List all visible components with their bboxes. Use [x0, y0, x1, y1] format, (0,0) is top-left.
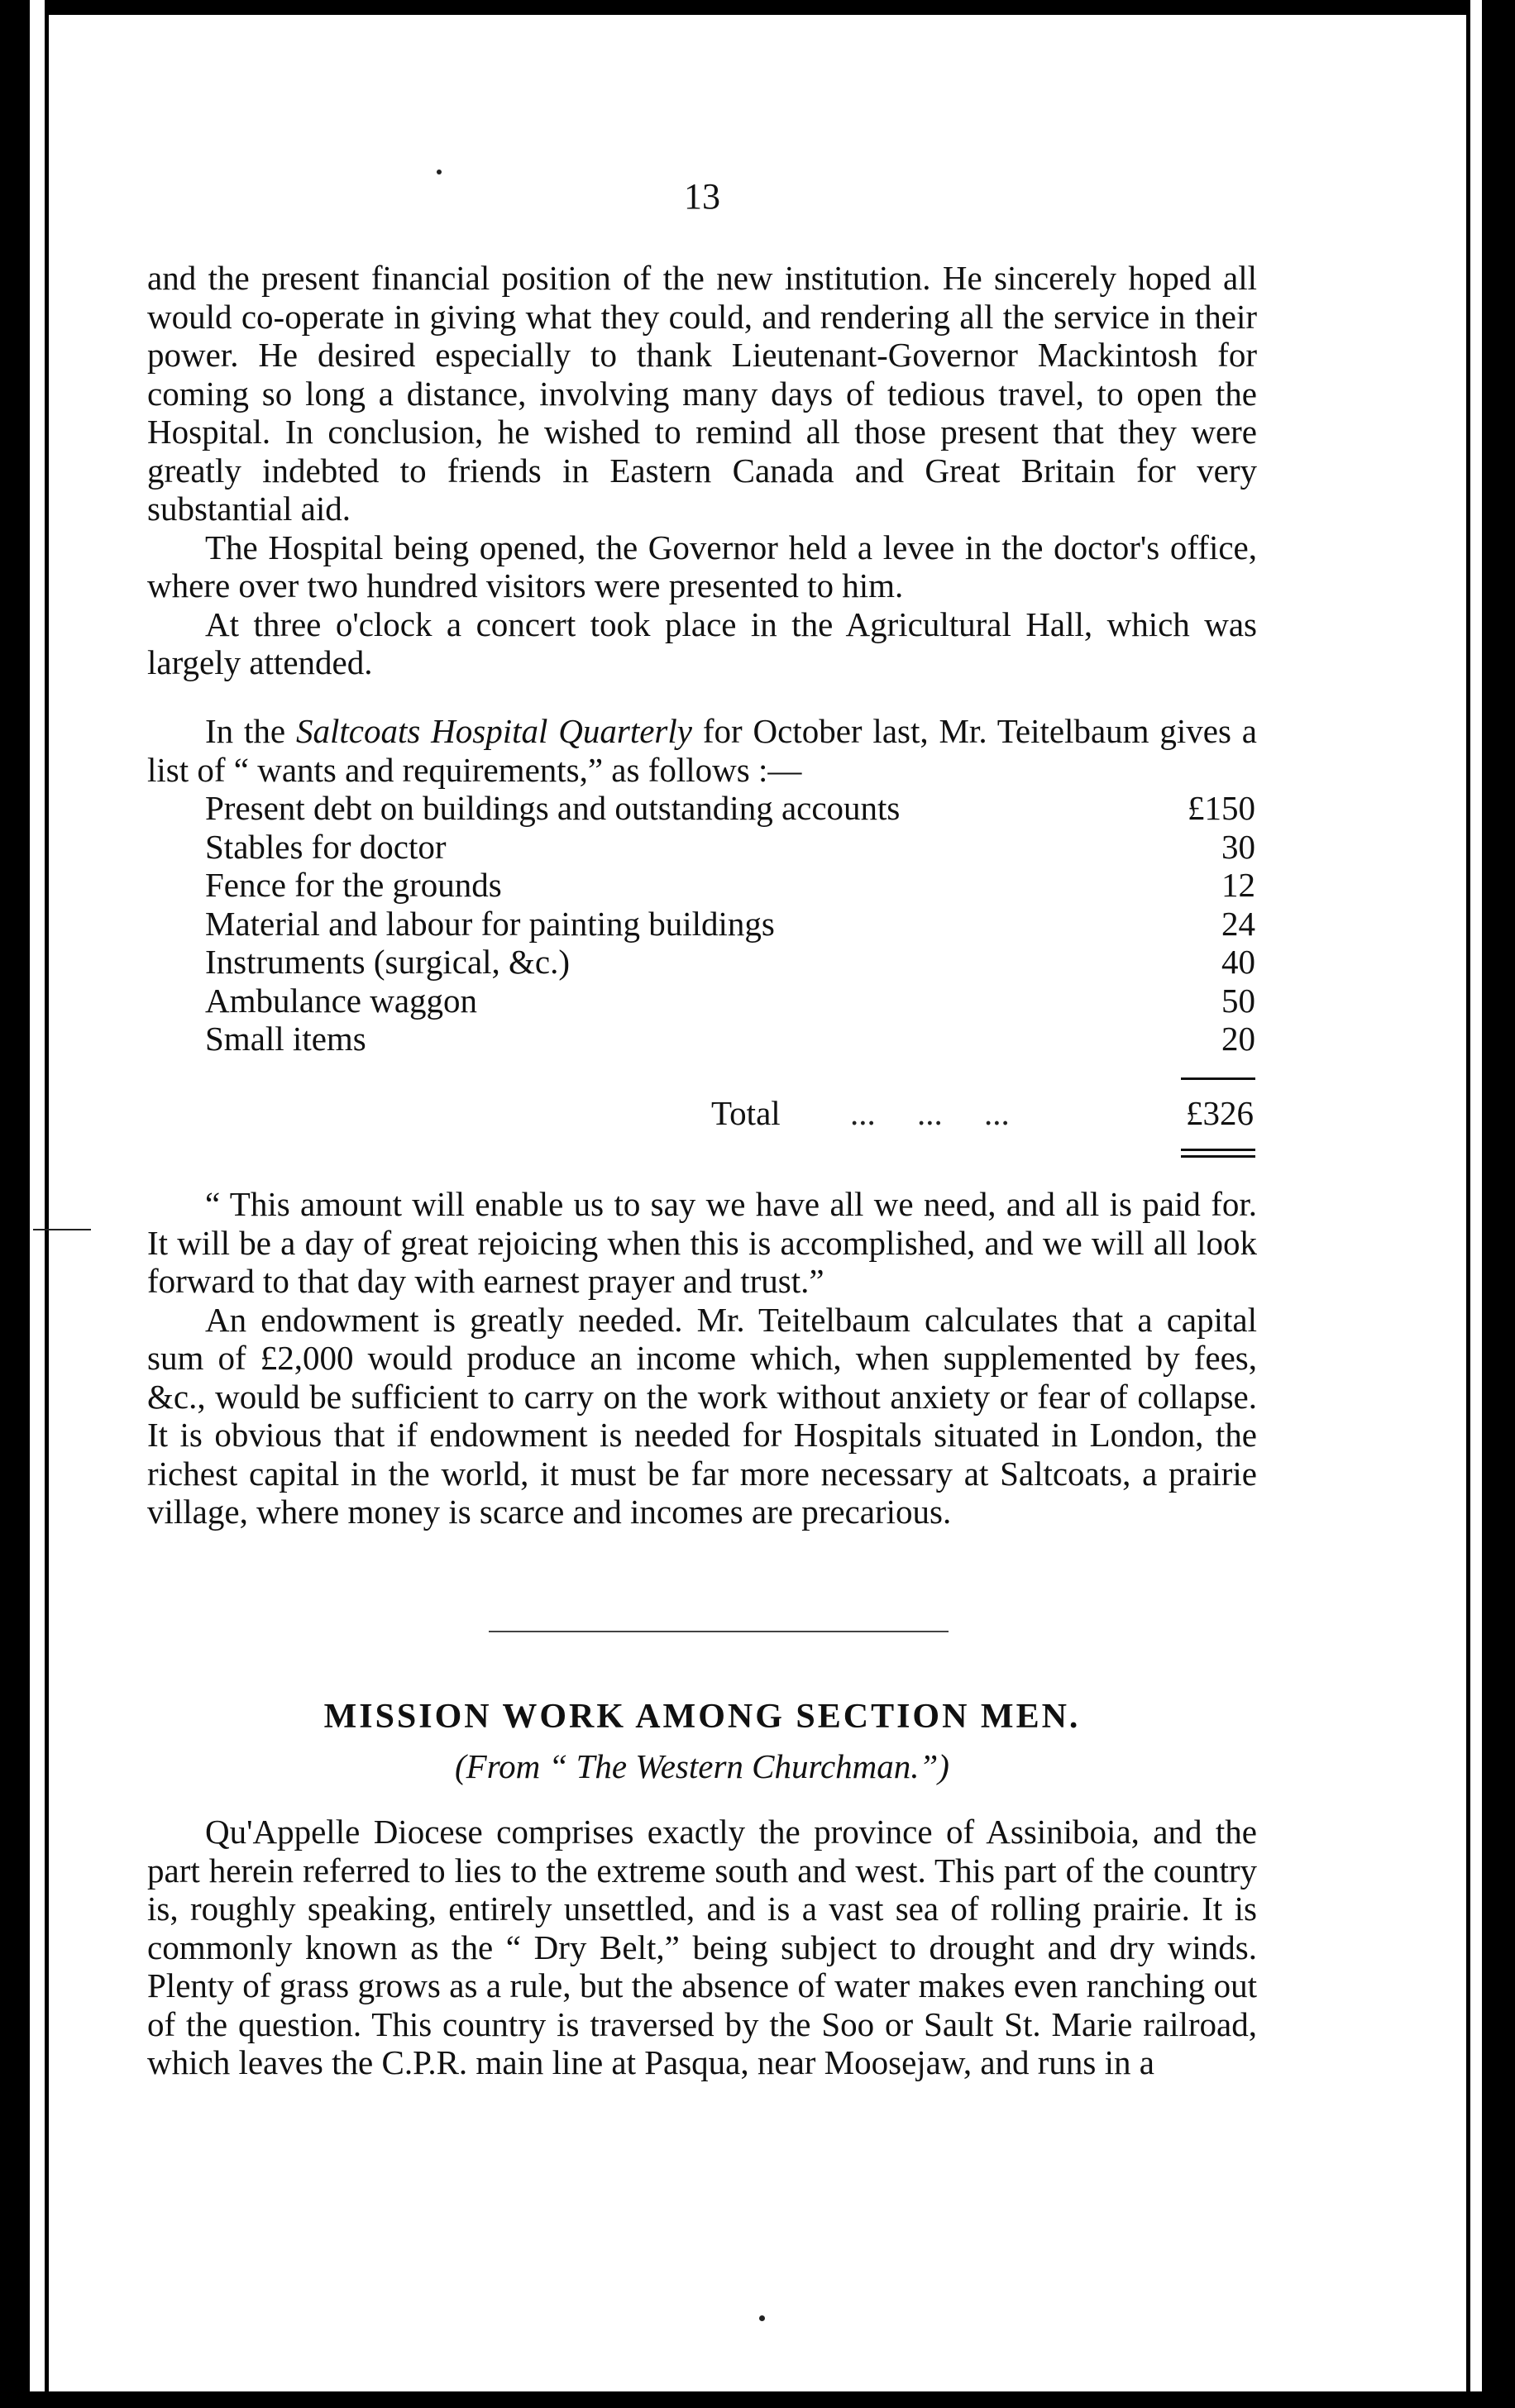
list-item [205, 828, 1255, 867]
item-amount: 30 [1221, 827, 1255, 866]
item-label: Instruments (surgical, &c.) [205, 943, 578, 982]
total-amount: £326 [1186, 1094, 1254, 1132]
list-item [205, 982, 1255, 1020]
item-label: Ambulance waggon [205, 982, 485, 1020]
total-label: Total [711, 1094, 781, 1132]
total-double-rule-top [1181, 1149, 1255, 1151]
scan-border-top [0, 0, 1515, 15]
scan-border-right-gap [1470, 0, 1482, 2408]
section-source: (From “ The Western Churchman.”) [455, 1747, 949, 1785]
paragraph [147, 712, 1257, 789]
publication-title: Saltcoats Hospital Quarterly [295, 712, 692, 750]
total-leader-dots: ... ... ... [850, 1094, 1010, 1132]
section-heading: MISSION WORK AMONG SECTION MEN. [323, 1698, 1081, 1736]
list-item [205, 943, 1255, 982]
scan-border-left-gap [30, 0, 45, 2408]
text-block-bottom [147, 1813, 1257, 2082]
item-label: Present debt on buildings and outstanding accounts [205, 789, 908, 828]
wants-list [205, 789, 1255, 1058]
list-item [205, 1020, 1255, 1058]
intro-after: for October last, Mr. Teitelbaum gives a list of “ wants and requirements,” as follows :— [147, 712, 1258, 789]
item-amount: 50 [1221, 981, 1255, 1020]
wants-intro [147, 712, 1257, 789]
scan-speck [759, 2315, 765, 2321]
scan-border-left-line [45, 0, 49, 2408]
page-number: 13 [684, 176, 720, 217]
paragraph: An endowment is greatly needed. Mr. Teitelbaum calculates that a capital sum of £2,000 would produce an income which, when supplemented by fees, &c., would be sufficient to carry on the work without anxiety or fear of collapse. It is obvious that if endowment is needed for Hospitals situated in London, the richest capital in the world, it must be far more necessary at Saltcoats, a prairie village, where money is scarce and incomes are precarious. [147, 1300, 1257, 1531]
item-amount: 20 [1221, 1020, 1255, 1058]
paragraph: and the present financial position of the new institution. He sincerely hoped all would co-operate in giving what they could, and rendering all the service in their power. He desired especially to thank Lieutenant-Governor Mackintosh for coming so long a distance, involving many days of tedious travel, to open the Hospital. In conclusion, he wished to remind all those present that they were greatly indebted to friends in Eastern Canada and Great Britain for very substantial aid. [147, 259, 1257, 528]
list-item [205, 905, 1255, 944]
text-block-middle [147, 1185, 1257, 1531]
list-item [205, 866, 1255, 905]
scan-border-left [0, 0, 30, 2408]
total-row [147, 1094, 1255, 1135]
text-block-top [147, 259, 1257, 682]
scan-speck [437, 170, 442, 174]
item-amount: 24 [1221, 904, 1255, 943]
section-separator [489, 1631, 949, 1632]
paragraph: The Hospital being opened, the Governor held a levee in the doctor's office, where over two hundred visitors were presented to him. [147, 528, 1257, 604]
paragraph: “ This amount will enable us to say we have all we need, and all is paid for. It will be a day of great rejoicing when this is accomplished, and we will all look forward to that day with earnest prayer and trust.” [147, 1185, 1257, 1300]
item-amount: 40 [1221, 943, 1255, 981]
paragraph: At three o'clock a concert took place in the Agricultural Hall, which was largely attended. [147, 604, 1257, 681]
item-label: Small items [205, 1020, 375, 1058]
item-amount: 12 [1221, 866, 1255, 904]
total-double-rule-bottom [1181, 1155, 1255, 1158]
item-label: Stables for doctor [205, 828, 454, 867]
scan-border-right [1482, 0, 1515, 2408]
scan-border-bottom [0, 2391, 1515, 2408]
item-label: Fence for the grounds [205, 866, 510, 905]
scan-border-right-line [1466, 0, 1470, 2408]
sum-rule [1181, 1077, 1255, 1080]
item-label: Material and labour for painting buildings [205, 905, 783, 944]
list-item [205, 789, 1255, 828]
item-amount: £150 [1188, 789, 1255, 827]
intro-before: In the [205, 712, 296, 750]
paragraph: Qu'Appelle Diocese comprises exactly the province of Assiniboia, and the part herein referred to lies to the extreme south and west. This part of the country is, roughly speaking, entirely unsettled, and is a vast sea of rolling prairie. It is commonly known as the “ Dry Belt,” being subject to drought and dry winds. Plenty of grass grows as a rule, but the absence of water makes even ranching out of the question. This country is traversed by the Soo or Sault St. Marie railroad, which leaves the C.P.R. main line at Pasqua, near Moosejaw, and runs in a [147, 1813, 1257, 2081]
scan-tick [33, 1229, 91, 1230]
